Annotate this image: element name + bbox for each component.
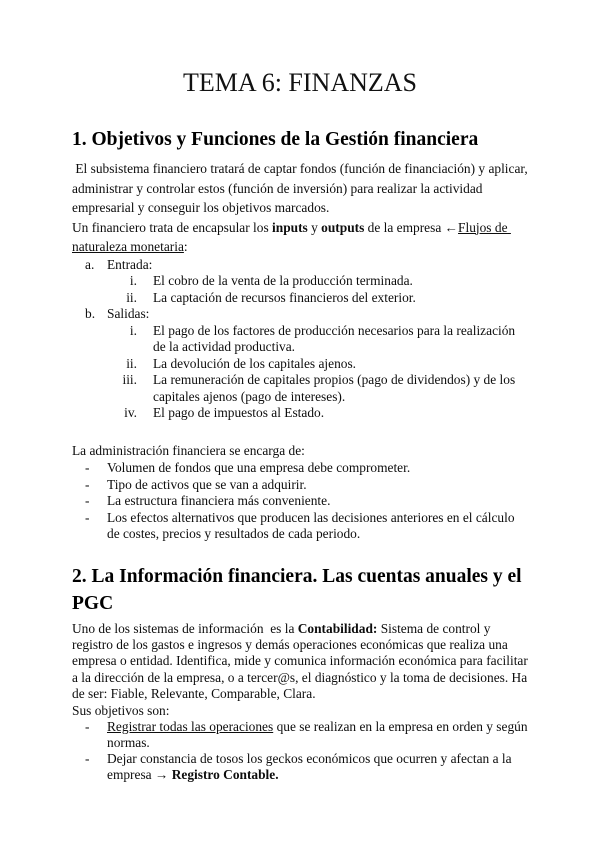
text-run: La captación de recursos financieros del exterior.	[153, 289, 416, 305]
list-marker: -	[85, 750, 90, 766]
list	[72, 273, 528, 306]
list-item	[72, 290, 528, 307]
bold-text: outputs	[321, 219, 365, 235]
section-body	[72, 620, 532, 783]
bold-text: Contabilidad:	[297, 620, 378, 636]
list-item-text	[153, 323, 528, 356]
list-item-text	[107, 493, 528, 510]
list-item-text	[107, 257, 528, 274]
list-item-text	[107, 718, 531, 751]
paragraph	[72, 218, 528, 257]
list-item	[72, 323, 528, 356]
list-item-text	[107, 460, 528, 477]
list-item-text	[107, 306, 528, 323]
list-item	[72, 257, 528, 274]
list-item-text	[107, 510, 528, 543]
list-item	[72, 273, 528, 290]
text-run: Salidas:	[107, 306, 150, 321]
list-marker: -	[85, 476, 90, 492]
paragraph	[72, 620, 532, 703]
section-body	[72, 159, 532, 543]
section-informacion-financiera	[72, 563, 532, 783]
list-marker: i.	[129, 273, 137, 288]
text-run: El cobro de la venta de la producción terminada.	[153, 273, 413, 288]
list-item	[72, 306, 528, 323]
underlined-text: Registrar todas las operaciones	[107, 718, 274, 734]
text-run: La administración financiera se encarga de:	[72, 442, 305, 458]
list-item	[72, 356, 528, 373]
text-run: La devolución de los capitales ajenos.	[153, 355, 357, 371]
list-item-text	[107, 477, 528, 494]
list-item	[72, 493, 528, 510]
list-marker: -	[85, 493, 90, 508]
list-item-text	[153, 290, 528, 307]
bold-text: Registro Contable.	[171, 766, 279, 782]
text-run: Sus objetivos son:	[72, 702, 170, 718]
list-item-text	[153, 405, 528, 422]
text-run: Un financiero trata de encapsular los	[72, 219, 273, 235]
text-run: Sistema de control y registro de los gastos e ingresos y demás operaciones económicas que realiza una empresa o entidad. Identifica, mide y comunica información económica para facilitar a la dirección de la empresa, o a tercer@s, el diagnóstico y la toma de decisiones. Ha de ser: Fiable, Relevante, Comparable, Clara.	[72, 620, 532, 702]
bold-text: inputs	[272, 219, 308, 235]
text-run: Uno de los sistemas de información es la	[72, 620, 298, 636]
list	[72, 718, 531, 783]
section-objetivos-funciones	[72, 126, 532, 543]
list-item	[72, 718, 531, 751]
text-run: Volumen de fondos que una empresa debe comprometer.	[107, 460, 411, 475]
list-marker: -	[85, 718, 90, 734]
text-run: Dejar constancia de tosos los geckos económicos que ocurren y afectan a la empresa →	[107, 750, 515, 782]
text-run: El subsistema financiero tratará de captar fondos (función de financiación) y aplicar, administrar y controlar estos (función de inversión) para realizar la actividad empresarial y conseguir los objetivos marcados.	[72, 161, 532, 215]
list-marker: ii.	[126, 289, 137, 305]
paragraph	[72, 159, 532, 218]
list-marker: iii.	[122, 372, 137, 387]
list-item	[72, 751, 528, 783]
text-run: La estructura financiera más conveniente.	[107, 493, 331, 508]
paragraph	[72, 441, 528, 461]
text-run: Entrada:	[107, 256, 153, 272]
text-run: y	[307, 219, 322, 235]
text-run: El pago de los factores de producción necesarios para la realización de la actividad productiva.	[153, 322, 519, 354]
list-marker: -	[85, 509, 90, 525]
list-item	[72, 510, 528, 543]
list-item-text	[153, 372, 528, 405]
blank-line	[72, 422, 528, 435]
list-marker: a.	[85, 256, 95, 272]
text-run: de la empresa ←	[364, 219, 459, 235]
list-item-text	[107, 751, 528, 783]
list-item	[72, 372, 528, 405]
section-heading: 2. La Información financiera. Las cuentas anuales y el PGC	[72, 565, 522, 614]
list-item-text	[153, 356, 528, 373]
list-item	[72, 405, 528, 422]
section-heading: 1. Objetivos y Funciones de la Gestión financiera	[72, 129, 479, 150]
text-run: Tipo de activos que se van a adquirir.	[107, 476, 307, 492]
text-run: :	[183, 239, 188, 254]
list	[72, 257, 528, 422]
list-marker: ii.	[126, 355, 137, 371]
list-item-text	[153, 273, 528, 290]
list-marker: b.	[85, 306, 96, 321]
list-item	[72, 460, 528, 477]
list-marker: i.	[129, 322, 137, 338]
list-marker: iv.	[124, 405, 137, 420]
text-run: El pago de impuestos al Estado.	[153, 405, 325, 420]
text-run: La remuneración de capitales propios (pago de dividendos) y de los capitales ajenos (pago de intereses).	[153, 372, 519, 404]
list	[72, 460, 528, 543]
list	[72, 323, 528, 422]
document-page	[0, 66, 600, 848]
text-run: Los efectos alternativos que producen las decisiones anteriores en el cálculo de costes, precios y resultados de cada periodo.	[107, 509, 518, 541]
text-run: que se realizan en la empresa en orden y según normas.	[107, 718, 531, 750]
list-marker: -	[85, 460, 90, 475]
paragraph	[72, 703, 528, 719]
document-title: TEMA 6: FINANZAS	[182, 68, 417, 97]
list-item	[72, 477, 528, 494]
underlined-text: Flujos de naturaleza monetaria	[72, 219, 511, 254]
